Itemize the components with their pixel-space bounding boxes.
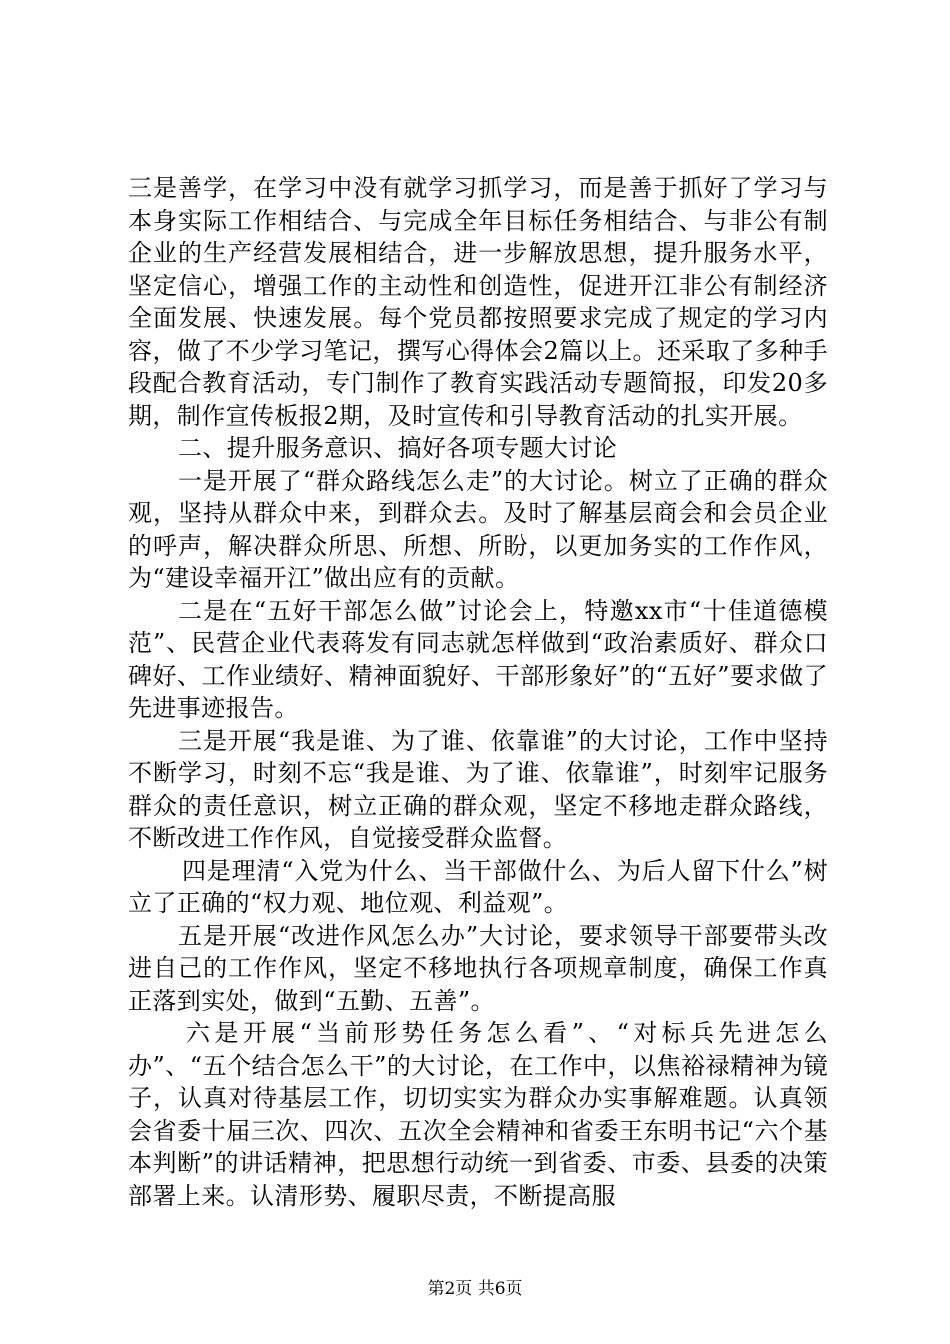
document-body bbox=[128, 172, 828, 1212]
paragraph-discussion-4: 四是理清“入党为什么、当干部做什么、为后人留下什么”树立了正确的“权力观、地位观、利益观”。 bbox=[128, 856, 828, 917]
paragraph-study: 三是善学，在学习中没有就学习抓学习，而是善于抓好了学习与本身实际工作相结合、与完成全年目标任务相结合、与非公有制企业的生产经营发展相结合，进一步解放思想，提升服务水平，坚定信心，增强工作的主动性和创造性，促进开江非公有制经济全面发展、快速发展。每个党员都按照要求完成了规定的学习内容，做了不少学习笔记，撰写心得体会2篇以上。还采取了多种手段配合教育活动，专门制作了教育实践活动专题简报，印发20多期，制作宣传板报2期，及时宣传和引导教育活动的扎实开展。 bbox=[128, 174, 828, 430]
page-number-footer: 第2页 共6页 bbox=[427, 1279, 523, 1299]
paragraph-discussion-3: 三是开展“我是谁、为了谁、依靠谁”的大讨论，工作中坚持不断学习，时刻不忘“我是谁、为了谁、依靠谁”，时刻牢记服务群众的责任意识，树立正确的群众观，坚定不移地走群众路线，不断改进工作作风，自觉接受群众监督。 bbox=[128, 726, 828, 852]
paragraph-discussion-5: 五是开展“改进作风怎么办”大讨论，要求领导干部要带头改进自己的工作作风，坚定不移地执行各项规章制度，确保工作真正落到实处，做到“五勤、五善”。 bbox=[128, 921, 828, 1015]
paragraph-discussion-1: 一是开展了“群众路线怎么走”的大讨论。树立了正确的群众观，坚持从群众中来，到群众去。及时了解基层商会和会员企业的呼声，解决群众所思、所想、所盼，以更加务实的工作作风，为“建设幸福开江”做出应有的贡献。 bbox=[128, 466, 828, 592]
paragraph-discussion-6: 六是开展“当前形势任务怎么看”、“对标兵先进怎么办”、“五个结合怎么干”的大讨论，在工作中，以焦裕禄精神为镜子，认真对待基层工作，切切实实为群众办实事解难题。认真领会省委十届三次、四次、五次全会精神和省委王东明书记“六个基本判断”的讲话精神，把思想行动统一到省委、市委、县委的决策部署上来。认清形势、履职尽责，不断提高服 bbox=[128, 1019, 828, 1210]
paragraph-discussion-2: 二是在“五好干部怎么做”讨论会上，特邀xx市“十佳道德模范”、民营企业代表蒋发有同志就怎样做到“政治素质好、群众口碑好、工作业绩好、精神面貌好、干部形象好”的“五好”要求做了先进事迹报告。 bbox=[128, 596, 828, 722]
section-heading: 二、提升服务意识、搞好各项专题大讨论 bbox=[178, 434, 618, 462]
